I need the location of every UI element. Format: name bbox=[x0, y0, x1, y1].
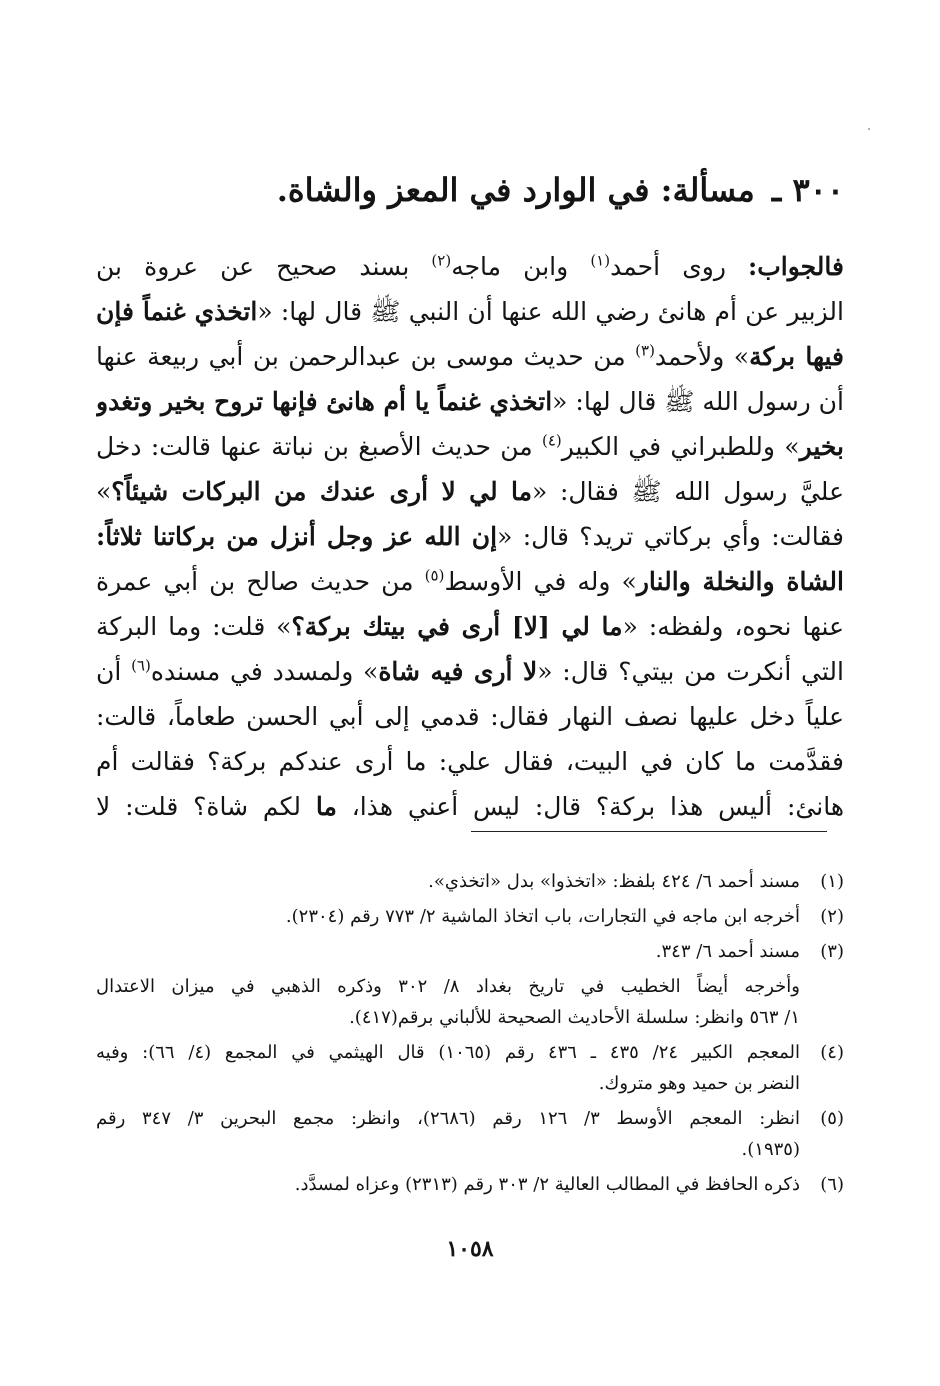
footnote bbox=[96, 901, 844, 932]
footnote-number: (٣) bbox=[820, 941, 844, 962]
footnote-number: (٦) bbox=[820, 1174, 844, 1195]
text-line bbox=[96, 559, 844, 604]
hadith-quote: فالجواب: bbox=[748, 252, 844, 281]
speck bbox=[868, 128, 870, 130]
text-run: الزبير عن أم هانئ رضي الله عنها أن النبي ﷺ قال لها: « bbox=[257, 297, 844, 326]
footnote-ref: (٣) bbox=[635, 341, 655, 360]
footnote-text bbox=[96, 1037, 800, 1099]
footnote-ref: (١) bbox=[590, 251, 611, 270]
text-run: » قلت: وما البركة bbox=[96, 612, 292, 641]
footnote bbox=[96, 936, 844, 967]
text-line bbox=[96, 604, 844, 649]
text-run: » ولأحمد bbox=[654, 342, 750, 371]
text-run: عنها نحوه، ولفظه: « bbox=[622, 612, 844, 641]
footnote bbox=[96, 1169, 844, 1200]
text-line bbox=[96, 289, 844, 334]
text-run: روى أحمد bbox=[610, 252, 749, 281]
text-line bbox=[96, 334, 844, 379]
footnote-line: أخرجه ابن ماجه في التجارات، باب اتخاذ الماشية ٢/ ٧٧٣ رقم (٢٣٠٤). bbox=[285, 906, 800, 927]
footnote-text bbox=[96, 1103, 800, 1165]
footnote-separator bbox=[471, 831, 827, 832]
footnote bbox=[96, 1103, 844, 1165]
text-line bbox=[96, 514, 844, 559]
text-run: أن bbox=[96, 657, 132, 686]
text-run: هانئ: أليس هذا بركة؟ قال: ليس أعني هذا، bbox=[336, 792, 844, 821]
text-run: فقالت: وأي بركاتي تريد؟ قال: « bbox=[497, 522, 844, 551]
text-run: أن رسول الله ﷺ قال لها: « bbox=[552, 387, 844, 416]
hadith-quote: ما bbox=[315, 792, 337, 821]
hadith-quote: لا أرى فيه شاة bbox=[378, 657, 538, 686]
text-run: من حديث موسى بن عبدالرحمن بن أبي ربيعة عنها bbox=[96, 342, 636, 371]
footnote-continuation bbox=[96, 971, 800, 1033]
section-number: ٣٠٠ ـ bbox=[771, 171, 844, 209]
hadith-quote: اتخذي غنماً فإن bbox=[96, 297, 258, 326]
text-run: التي أنكرت من بيتي؟ قال: « bbox=[537, 657, 844, 686]
text-run: » bbox=[96, 477, 112, 506]
footnote-text bbox=[96, 1169, 800, 1200]
hadith-quote: ما لي [لا] أرى في بيتك بركة؟ bbox=[291, 612, 623, 641]
hadith-quote: اتخذي غنماً يا أم هانئ فإنها تروح بخير وتغدو bbox=[96, 387, 553, 416]
hadith-quote: ما لي لا أرى عندك من البركات شيئاً؟ bbox=[111, 477, 533, 506]
main-text bbox=[96, 244, 844, 829]
hadith-quote: الشاة والنخلة والنار bbox=[636, 567, 844, 596]
footnote-ref: (٦) bbox=[131, 656, 151, 675]
footnote-line: وأخرجه أيضاً الخطيب في تاريخ بغداد ٨/ ٣٠٢ وذكره الذهبي في ميزان الاعتدال bbox=[96, 976, 800, 997]
text-run: علياً دخل عليها نصف النهار فقال: قدمي إلى أبي الحسن طعاماً، قالت: bbox=[96, 702, 844, 731]
footnote-ref: (٢) bbox=[431, 251, 452, 270]
text-line bbox=[96, 649, 844, 694]
footnote-line: انظر: المعجم الأوسط ٣/ ١٢٦ رقم (٢٦٨٦)، وانظر: مجمع البحرين ٣/ ٣٤٧ رقم bbox=[96, 1108, 800, 1129]
footnote-text bbox=[96, 901, 800, 932]
footnote-text bbox=[96, 866, 800, 897]
footnote-text bbox=[96, 936, 800, 967]
text-run: » وللطبراني في الكبير bbox=[561, 432, 800, 461]
text-line bbox=[96, 694, 844, 739]
section-title: مسألة: في الوارد في المعز والشاة. bbox=[276, 171, 755, 209]
text-run: » وله في الأوسط bbox=[444, 567, 637, 596]
footnote-number: (٤) bbox=[820, 1042, 844, 1063]
text-run: من حديث صالح بن أبي عمرة bbox=[96, 567, 425, 596]
footnote-number: (١) bbox=[820, 871, 844, 892]
text-run: عليَّ رسول الله ﷺ فقال: « bbox=[532, 477, 844, 506]
text-run: » ولمسدد في مسنده bbox=[150, 657, 379, 686]
footnotes bbox=[96, 866, 844, 1204]
text-run: بسند صحيح عن عروة بن bbox=[96, 252, 432, 281]
footnote-number: (٢) bbox=[820, 906, 844, 927]
page-number: ١٠٥٨ bbox=[446, 1236, 494, 1262]
text-line bbox=[96, 469, 844, 514]
text-run: فقدَّمت ما كان في البيت، فقال علي: ما أرى عندكم بركة؟ فقالت أم bbox=[96, 747, 844, 776]
hadith-quote: بخير bbox=[799, 432, 844, 461]
footnote-line: مسند أحمد ٦/ ٤٢٤ بلفظ: «اتخذوا» بدل «اتخذي». bbox=[428, 871, 800, 892]
footnote-line: المعجم الكبير ٢٤/ ٤٣٥ ـ ٤٣٦ رقم (١٠٦٥) قال الهيثمي في المجمع (٤/ ٦٦): وفيه bbox=[96, 1042, 800, 1063]
section-heading bbox=[96, 168, 844, 212]
text-line bbox=[96, 424, 844, 469]
footnote bbox=[96, 1037, 844, 1099]
text-run: من حديث الأصبغ بن نباتة عنها قالت: دخل bbox=[96, 432, 542, 461]
hadith-quote: فيها بركة bbox=[749, 342, 844, 371]
hadith-quote: إن الله عز وجل أنزل من بركاتنا ثلاثاً: bbox=[96, 522, 498, 551]
text-line bbox=[96, 244, 844, 289]
footnote-line: (١٩٣٥). bbox=[741, 1139, 800, 1160]
footnote-ref: (٤) bbox=[541, 431, 562, 450]
text-line bbox=[96, 379, 844, 424]
footnote-line: ١/ ٥٦٣ وانظر: سلسلة الأحاديث الصحيحة للألباني برقم(٤١٧). bbox=[349, 1007, 800, 1028]
text-line bbox=[96, 739, 844, 784]
footnote-line: مسند أحمد ٦/ ٣٤٣. bbox=[655, 941, 800, 962]
text-run: لكم شاة؟ قلت: لا bbox=[96, 792, 316, 821]
footnote-ref: (٥) bbox=[424, 566, 445, 585]
footnote-number: (٥) bbox=[820, 1108, 844, 1129]
footnote bbox=[96, 866, 844, 897]
text-run: وابن ماجه bbox=[451, 252, 591, 281]
text-line bbox=[96, 784, 844, 829]
footnote-line: ذكره الحافظ في المطالب العالية ٢/ ٣٠٣ رقم (٢٣١٣) وعزاه لمسدَّد. bbox=[294, 1174, 800, 1195]
footnote-line: النضر بن حميد وهو متروك. bbox=[598, 1073, 800, 1094]
